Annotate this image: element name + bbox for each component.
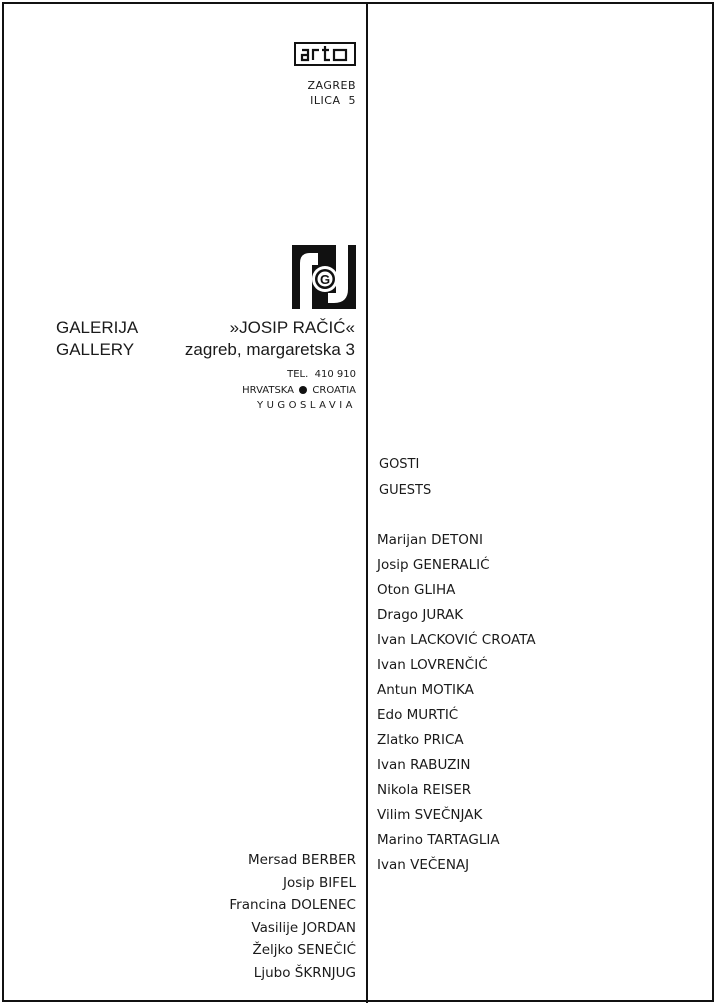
last-name: MOTIKA <box>421 682 474 698</box>
gallery-name: »JOSIP RAČIĆ« <box>229 318 355 337</box>
list-item <box>377 853 536 878</box>
last-name: JURAK <box>422 607 464 623</box>
first-name: Marijan <box>377 532 427 548</box>
last-name: DOLENEC <box>290 897 356 913</box>
region-en: CROATIA <box>312 384 356 396</box>
last-name: REISER <box>422 782 472 798</box>
last-name: BERBER <box>301 852 356 868</box>
guests-heading <box>379 452 431 504</box>
gallery-region <box>242 383 356 399</box>
first-name: Ivan <box>377 757 406 773</box>
arto-city: ZAGREB <box>307 79 356 92</box>
list-item <box>377 828 536 853</box>
list-item <box>377 778 536 803</box>
list-item <box>377 553 536 578</box>
gallery-tel: TEL. 410 910 <box>287 369 356 380</box>
svg-text:G: G <box>319 272 331 287</box>
last-name: TARTAGLIA <box>427 832 500 848</box>
member-list <box>229 849 356 984</box>
list-item <box>229 962 356 985</box>
arto-address <box>307 78 356 108</box>
list-item <box>377 728 536 753</box>
first-name: Josip <box>377 557 409 573</box>
first-name: Vasilije <box>251 919 299 936</box>
first-name: Marino <box>377 832 424 848</box>
guests-heading-hr: GOSTI <box>379 457 420 472</box>
list-item <box>377 653 536 678</box>
last-name: MURTIĆ <box>406 707 459 723</box>
last-name: GLIHA <box>414 582 456 598</box>
last-name: SVEČNJAK <box>414 807 483 823</box>
first-name: Josip <box>283 874 315 891</box>
first-name: Antun <box>377 682 418 698</box>
list-item <box>377 628 536 653</box>
last-name: JORDAN <box>302 919 356 936</box>
first-name: Nikola <box>377 782 419 798</box>
last-name: SENEČIĆ <box>297 942 356 958</box>
list-item <box>229 894 356 917</box>
gallery-label-en: GALLERY <box>56 340 135 359</box>
list-item <box>377 678 536 703</box>
gallery-logo-icon <box>292 245 356 309</box>
last-name: DETONI <box>431 532 483 548</box>
last-name: GENERALIĆ <box>412 557 490 573</box>
guest-list <box>377 528 536 878</box>
first-name: Edo <box>377 707 403 723</box>
last-name: PRICA <box>423 732 464 748</box>
list-item <box>377 528 536 553</box>
first-name: Oton <box>377 582 410 598</box>
gallery-country: YUGOSLAVIA <box>256 400 356 411</box>
last-name: VEČENAJ <box>410 857 470 873</box>
page-border <box>2 2 714 1002</box>
center-divider-line <box>366 3 368 1003</box>
guests-heading-en: GUESTS <box>379 483 432 498</box>
list-item <box>229 939 356 962</box>
list-item <box>377 753 536 778</box>
first-name: Mersad <box>247 852 298 868</box>
arto-street: ILICA 5 <box>310 94 356 107</box>
gallery-name-block <box>185 317 355 361</box>
gallery-label-hr: GALERIJA <box>56 318 139 337</box>
list-item <box>377 803 536 828</box>
last-name: LOVRENČIĆ <box>410 657 488 673</box>
list-item <box>229 917 356 940</box>
gallery-address: zagreb, margaretska 3 <box>184 340 355 359</box>
bullet-dot-icon <box>299 386 307 394</box>
last-name: BIFEL <box>318 874 356 891</box>
first-name: Ljubo <box>253 964 291 981</box>
arto-logo-icon <box>294 42 356 66</box>
first-name: Željko <box>252 942 294 958</box>
gallery-contact <box>242 367 356 414</box>
list-item <box>377 603 536 628</box>
last-name: ŠKRNJUG <box>294 964 356 981</box>
first-name: Zlatko <box>377 732 420 748</box>
last-name: RABUZIN <box>410 757 471 773</box>
first-name: Ivan <box>377 657 406 673</box>
gallery-labels <box>56 317 138 361</box>
first-name: Drago <box>377 607 419 623</box>
list-item <box>229 872 356 895</box>
first-name: Ivan <box>377 857 406 873</box>
list-item <box>377 578 536 603</box>
first-name: Vilim <box>377 807 411 823</box>
region-hr: HRVATSKA <box>242 384 295 396</box>
first-name: Francina <box>229 897 287 913</box>
list-item <box>377 703 536 728</box>
first-name: Ivan <box>377 632 406 648</box>
last-name: LACKOVIĆ CROATA <box>410 632 536 648</box>
list-item <box>229 849 356 872</box>
